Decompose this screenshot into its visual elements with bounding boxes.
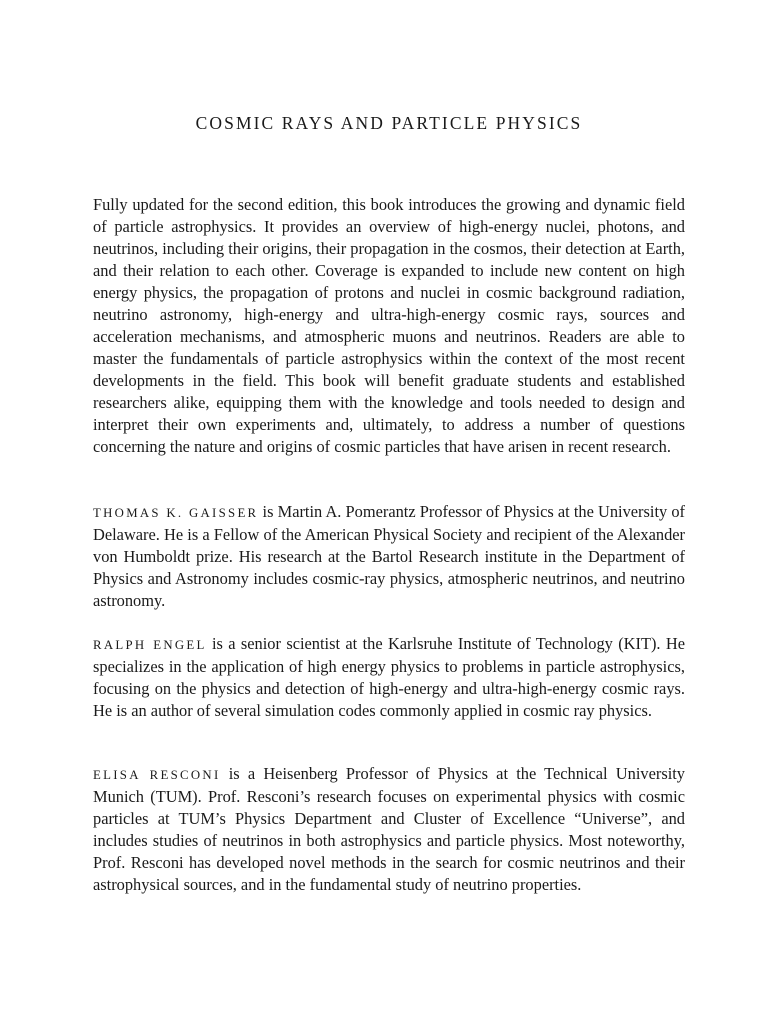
book-title: COSMIC RAYS AND PARTICLE PHYSICS bbox=[195, 113, 583, 133]
author-bio-gaisser bbox=[93, 501, 685, 612]
author-name-gaisser: THOMAS K. GAISSER bbox=[93, 506, 259, 521]
author-bio-text-engel: is a senior scientist at the Karlsruhe Institute of Technology (KIT). He specializes in the application of high energy physics to problems in particle astrophysics, focusing on the physics and detection of high-energy and ultra-high-energy cosmic rays. He is an author of several simulation codes commonly applied in cosmic ray physics. bbox=[93, 634, 685, 721]
author-bio-engel bbox=[93, 633, 685, 722]
author-bio-text-gaisser: is Martin A. Pomerantz Professor of Physics at the University of Delaware. He is a Fellow of the American Physical Society and recipient of the Alexander von Humboldt prize. His research at the Bartol Research institute in the Department of Physics and Astronomy includes cosmic-ray physics, atmospheric neutrinos, and neutrino astronomy. bbox=[93, 502, 685, 611]
book-description: Fully updated for the second edition, this book introduces the growing and dynamic field of particle astrophysics. It provides an overview of high-energy nuclei, photons, and neutrinos, including their origins, their propagation in the cosmos, their detection at Earth, and their relation to each other. Coverage is expanded to include new content on high energy physics, the propagation of protons and nuclei in cosmic background radiation, neutrino astronomy, high-energy and ultra-high-energy cosmic rays, sources and acceleration mechanisms, and atmospheric muons and neutrinos. Readers are able to master the fundamentals of particle astrophysics within the context of the most recent developments in the field. This book will benefit graduate students and established researchers alike, equipping them with the knowledge and tools needed to design and interpret their own experiments and, ultimately, to address a number of questions concerning the nature and origins of cosmic particles that have arisen in recent research. bbox=[93, 195, 685, 457]
author-name-engel: RALPH ENGEL bbox=[93, 638, 207, 653]
author-bio-resconi bbox=[93, 763, 685, 896]
author-bio-text-resconi: is a Heisenberg Professor of Physics at the Technical University Munich (TUM). Prof. Resconi’s research focuses on experimental physics with cosmic particles at TUM’s Physics Department and Cluster of Excellence “Universe”, and includes studies of neutrinos in both astrophysics and particle physics. Most noteworthy, Prof. Resconi has developed novel methods in the search for cosmic neutrinos and their astrophysical sources, and in the fundamental study of neutrino properties. bbox=[93, 764, 685, 895]
author-name-resconi: ELISA RESCONI bbox=[93, 768, 221, 783]
